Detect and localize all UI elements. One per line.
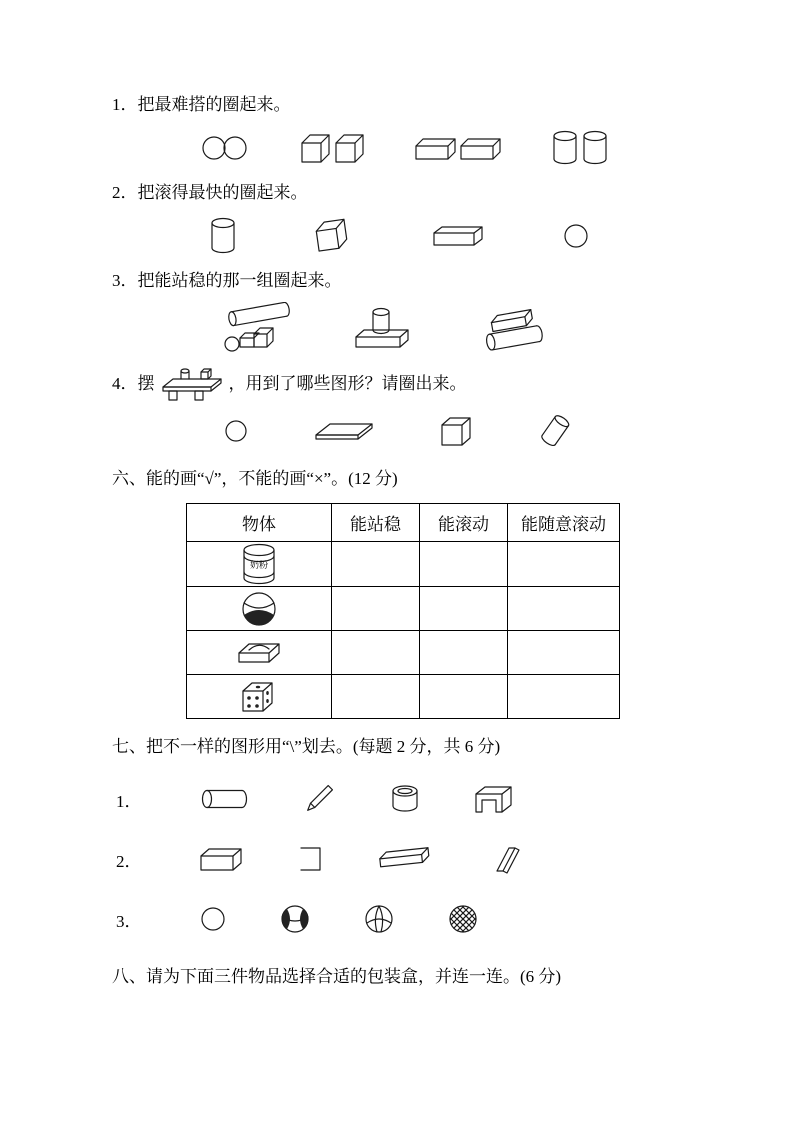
answer-cell xyxy=(420,631,508,675)
cuboid-figure xyxy=(432,224,486,248)
question-4-suffix: ，用到了哪些图形？请圈出来。 xyxy=(228,374,467,393)
col-header-roll-freely: 能随意滚动 xyxy=(508,504,620,542)
answer-cell xyxy=(508,675,620,719)
answer-cell xyxy=(508,631,620,675)
section8-title: 八、请为下面三件物品选择合适的包装盒，并连一连。(6 分) xyxy=(112,967,562,986)
milk-powder-can-figure xyxy=(240,542,278,586)
question-4-label xyxy=(112,365,705,403)
answer-cell xyxy=(420,675,508,719)
answer-cell xyxy=(332,631,420,675)
answer-cell xyxy=(508,542,620,587)
long-cuboid-figure xyxy=(378,846,436,872)
cylinder-on-blocks-figure xyxy=(224,302,294,354)
block-structure-figure xyxy=(155,365,229,403)
two-cubes-figure xyxy=(300,130,366,166)
question-3-label: 3．把能站稳的那一组圈起来。 xyxy=(112,271,342,290)
section6-table xyxy=(186,503,620,719)
answer-cell xyxy=(508,587,620,631)
section7-row-1 xyxy=(116,779,705,819)
patterned-ball-figure xyxy=(448,904,478,934)
section7-row-2 xyxy=(116,839,705,879)
blackboard-eraser-figure xyxy=(237,639,281,667)
svg-text:奶粉: 奶粉 xyxy=(249,560,269,570)
section6-title: 六、能的画“√”，不能的画“×”。(12 分) xyxy=(112,469,398,488)
table-row-eraser xyxy=(187,631,620,675)
lying-cylinder-figure xyxy=(200,789,248,809)
question-2-shapes xyxy=(210,215,705,257)
row-number: 1． xyxy=(116,791,142,811)
row-number: 2． xyxy=(116,851,142,871)
cube-figure xyxy=(440,415,472,447)
answer-cell xyxy=(332,587,420,631)
volleyball-figure xyxy=(280,904,310,934)
question-1-label: 1．把最难搭的圈起来。 xyxy=(112,95,291,114)
sphere-figure xyxy=(224,419,248,443)
answer-cell xyxy=(420,542,508,587)
question-4-prefix: 4．摆 xyxy=(112,374,155,393)
question-3-shapes xyxy=(224,301,705,355)
table-row-die xyxy=(187,675,620,719)
question-2-label: 2．把滚得最快的圈起来。 xyxy=(112,183,308,202)
col-header-object: 物体 xyxy=(187,504,332,542)
pencil-figure xyxy=(302,781,336,817)
bracket-frame-figure xyxy=(298,844,324,874)
beach-ball-figure xyxy=(364,904,394,934)
object-cell xyxy=(187,587,332,631)
cylinder-on-cuboid-figure xyxy=(354,303,416,353)
table-row-ball xyxy=(187,587,620,631)
table-header-row xyxy=(187,504,620,542)
two-cuboids-figure xyxy=(414,134,504,162)
thin-board-figure xyxy=(490,843,530,875)
section7-row-3 xyxy=(116,899,705,939)
two-cylinders-figure xyxy=(552,129,610,167)
circle-figure xyxy=(200,906,226,932)
answer-cell xyxy=(420,587,508,631)
open-cylinder-figure xyxy=(390,784,420,814)
col-header-stand: 能站稳 xyxy=(332,504,420,542)
sphere-figure xyxy=(564,224,588,248)
die-figure xyxy=(241,679,277,715)
board-figure xyxy=(312,418,376,444)
object-cell xyxy=(187,542,332,587)
object-cell xyxy=(187,675,332,719)
answer-cell xyxy=(332,542,420,587)
tilted-cylinder-figure xyxy=(536,413,572,449)
section7-title: 七、把不一样的图形用“\”划去。(每题 2 分，共 6 分) xyxy=(112,737,501,756)
rect-tunnel-figure xyxy=(474,783,514,815)
cube-figure xyxy=(314,217,354,255)
question-4-shapes xyxy=(224,411,705,451)
object-cell xyxy=(187,631,332,675)
question-1-shapes xyxy=(200,127,705,169)
row-number: 3． xyxy=(116,911,142,931)
cuboid-figure xyxy=(200,846,244,872)
ball-figure xyxy=(240,590,278,628)
cylinder-figure xyxy=(210,216,236,256)
cuboid-on-cylinder-figure xyxy=(476,304,550,352)
col-header-roll: 能滚动 xyxy=(420,504,508,542)
table-row-milk-can xyxy=(187,542,620,587)
two-spheres-figure xyxy=(200,133,252,163)
answer-cell xyxy=(332,675,420,719)
